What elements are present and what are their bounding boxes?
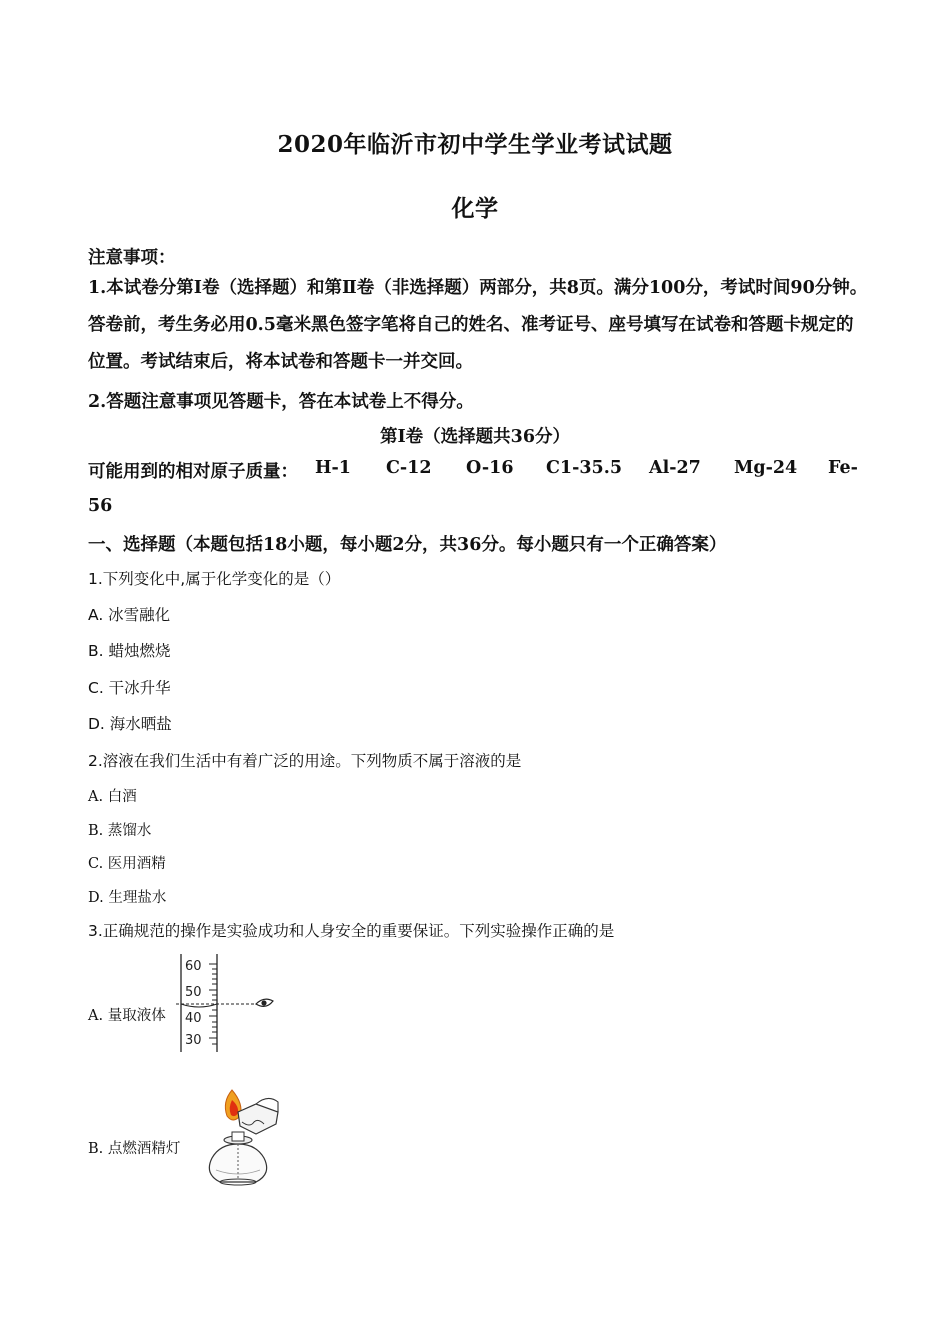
notice-item-2: 2.答题注意事项见答题卡，答在本试卷上不得分。 [88, 392, 474, 412]
graduated-cylinder-figure [176, 952, 280, 1054]
cylinder-tick-label: 60 [185, 959, 202, 974]
question-2-stem: 2.溶液在我们生活中有着广泛的用途。下列物质不属于溶液的是 [88, 752, 522, 770]
exam-title: 2020年临沂市初中学生学业考试试题 [277, 131, 673, 158]
atomic-mass-item: H-1 [315, 458, 351, 478]
part-one-heading: 一、选择题（本题包括18小题，每小题2分，共36分。每小题只有一个正确答案） [88, 535, 727, 555]
question-1-stem: 1.下列变化中,属于化学变化的是（） [88, 570, 341, 588]
atomic-mass-item: C-12 [386, 458, 432, 478]
question-1-option-c: C. 干冰升华 [88, 679, 171, 697]
cylinder-tick-label: 40 [185, 1011, 202, 1026]
notice-heading: 注意事项： [88, 248, 176, 268]
eye-icon [256, 999, 273, 1006]
cylinder-tick-label: 30 [185, 1033, 202, 1048]
cylinder-tick-label: 50 [185, 985, 202, 1000]
question-2-option-c: C. 医用酒精 [88, 856, 166, 872]
subject-title: 化学 [451, 195, 499, 222]
atomic-mass-item: Mg-24 [734, 458, 798, 478]
question-2-option-a: A. 白酒 [88, 789, 137, 805]
question-1-option-a: A. 冰雪融化 [88, 606, 171, 624]
question-2-option-d: D. 生理盐水 [88, 890, 167, 906]
alcohol-lamp-figure [194, 1082, 294, 1192]
question-3-option-a: A. 量取液体 [88, 1008, 166, 1024]
atomic-mass-item: O-16 [466, 458, 514, 478]
question-3-stem: 3.正确规范的操作是实验成功和人身安全的重要保证。下列实验操作正确的是 [88, 922, 615, 940]
question-1-option-d: D. 海水晒盐 [88, 715, 172, 733]
section-heading: 第Ⅰ卷（选择题共36分） [379, 427, 571, 447]
atomic-mass-item: Fe- [828, 458, 858, 478]
question-3-option-b: B. 点燃酒精灯 [88, 1141, 181, 1157]
atomic-mass-item: Al-27 [649, 458, 701, 478]
atomic-masses-label: 可能用到的相对原子质量： [88, 462, 298, 482]
question-2-option-b: B. 蒸馏水 [88, 823, 152, 839]
question-1-option-b: B. 蜡烛燃烧 [88, 642, 171, 660]
atomic-mass-item: C1-35.5 [546, 458, 622, 478]
notice-item-1: 1.本试卷分第Ⅰ卷（选择题）和第Ⅱ卷（非选择题）两部分，共8页。满分100分，考试时间90分钟。答卷前，考生务必用0.5毫米黑色签字笔将自己的姓名、准考证号、座号填写在试卷和答题卡规定的位置。考试结束后，将本试卷和答题卡一并交回。 [88, 278, 868, 372]
atomic-mass-tail: 56 [88, 496, 113, 516]
